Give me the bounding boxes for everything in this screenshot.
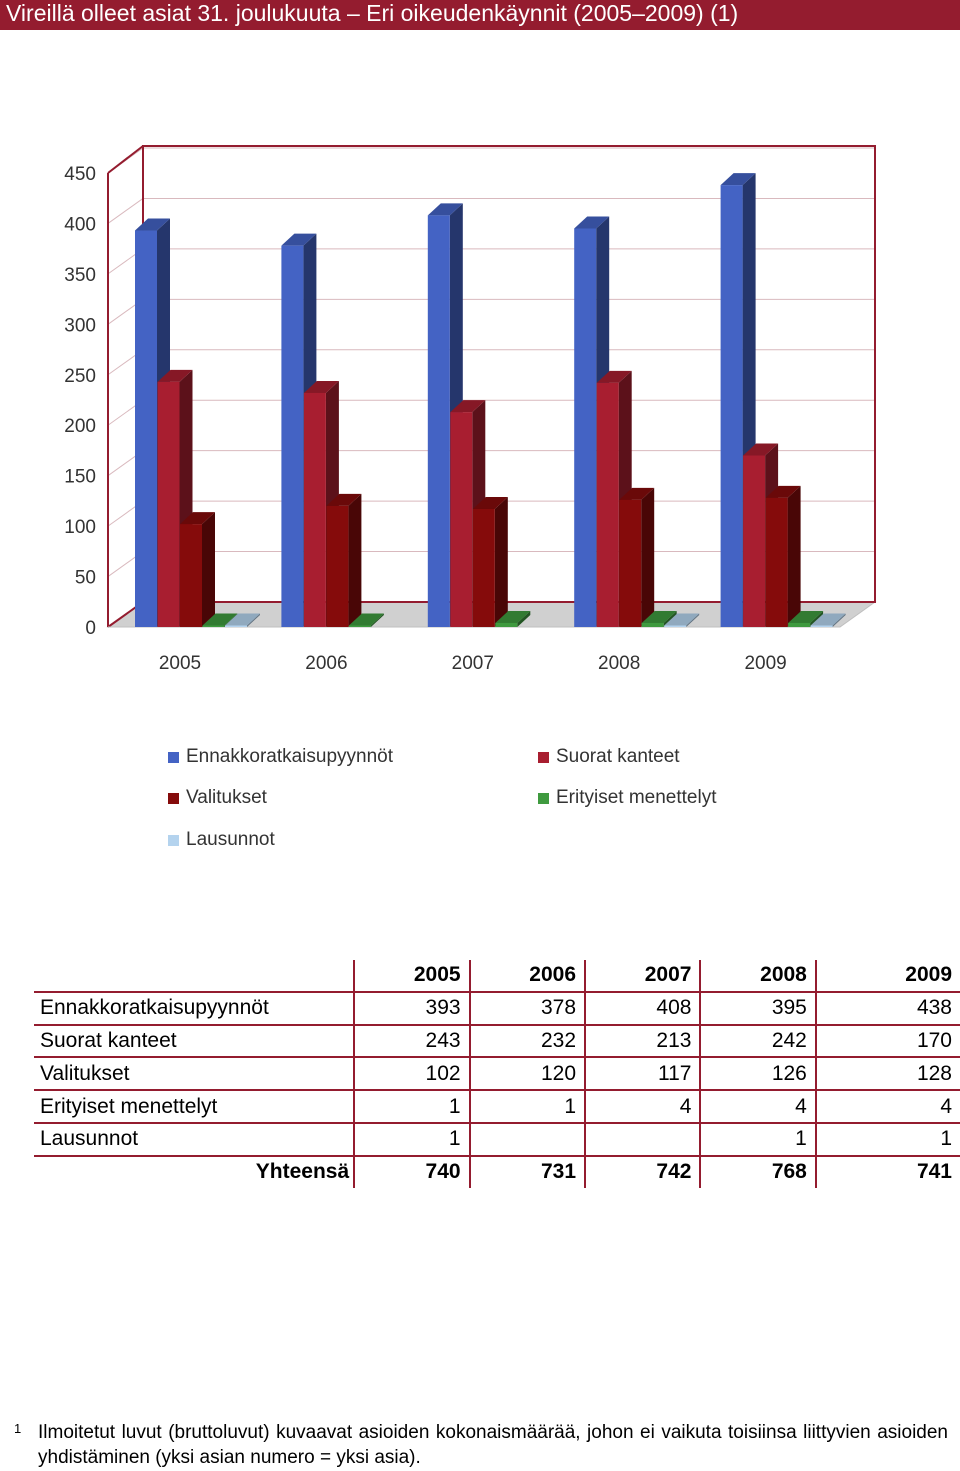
page-title: Vireillä olleet asiat 31. joulukuuta – Eri oikeudenkäynnit (2005–2009) (1) [0, 0, 960, 30]
data-table [34, 960, 960, 1188]
gridline-side [108, 198, 143, 223]
table-cell: 213 [585, 1025, 700, 1058]
row-label: Suorat kanteet [34, 1025, 354, 1058]
table-cell: 128 [816, 1057, 960, 1090]
table-row [34, 1057, 960, 1090]
table-cell: 1 [354, 1090, 469, 1123]
legend-swatch [168, 752, 179, 763]
legend-label: Suorat kanteet [556, 746, 680, 767]
legend-item-lausunnot [168, 829, 275, 851]
column-header: 2009 [816, 960, 960, 992]
table-cell [470, 1123, 585, 1156]
legend-item-ennakkoratkaisupyynnot [168, 746, 393, 768]
bar [428, 215, 450, 627]
bar [450, 412, 472, 627]
table-corner [34, 960, 354, 992]
table-row [34, 1025, 960, 1058]
total-cell: 742 [585, 1156, 700, 1188]
bar [180, 524, 202, 627]
table-cell: 170 [816, 1025, 960, 1058]
table-cell: 1 [700, 1123, 815, 1156]
y-tick-label: 200 [64, 416, 96, 438]
table-cell: 243 [354, 1025, 469, 1058]
bar [766, 498, 788, 627]
footnote [14, 1420, 948, 1470]
table-cell: 242 [700, 1025, 815, 1058]
bar-side [495, 497, 508, 627]
bar [304, 393, 326, 627]
y-tick-label: 300 [64, 315, 96, 337]
bar [743, 455, 765, 627]
column-header: 2008 [700, 960, 815, 992]
legend-item-valitukset [168, 787, 267, 809]
table-cell: 1 [816, 1123, 960, 1156]
legend-item-suorat-kanteet [538, 746, 680, 768]
total-cell: 741 [816, 1156, 960, 1188]
y-tick-label: 150 [64, 466, 96, 488]
table-cell: 395 [700, 992, 815, 1025]
bar [788, 623, 810, 627]
table-row [34, 992, 960, 1025]
bar [495, 623, 517, 627]
side-wall-edge [108, 146, 143, 173]
bar [642, 623, 664, 627]
table-cell [585, 1123, 700, 1156]
x-tick-label: 2008 [598, 653, 641, 674]
table-cell: 408 [585, 992, 700, 1025]
bar [135, 231, 157, 627]
legend-swatch [168, 793, 179, 804]
table-cell: 1 [470, 1090, 585, 1123]
column-header: 2007 [585, 960, 700, 992]
bar [619, 500, 641, 627]
table-cell: 126 [700, 1057, 815, 1090]
table-cell: 4 [585, 1090, 700, 1123]
bar-side [348, 494, 361, 627]
x-tick-label: 2009 [744, 653, 787, 674]
row-label: Ennakkoratkaisupyynnöt [34, 992, 354, 1025]
legend-label: Lausunnot [186, 829, 275, 850]
total-label: Yhteensä [255, 1160, 350, 1184]
table-cell: 438 [816, 992, 960, 1025]
row-label: Erityiset menettelyt [34, 1090, 354, 1123]
table-cell: 102 [354, 1057, 469, 1090]
y-tick-label: 0 [85, 618, 96, 639]
legend-label: Erityiset menettelyt [556, 787, 717, 808]
y-tick-label: 100 [64, 517, 96, 539]
table-cell: 4 [700, 1090, 815, 1123]
bar [597, 383, 619, 627]
table-total-row [34, 1156, 960, 1188]
bar [281, 246, 303, 627]
table-cell: 393 [354, 992, 469, 1025]
table-cell: 4 [816, 1090, 960, 1123]
x-tick-label: 2007 [451, 653, 494, 674]
bar-side [641, 488, 654, 627]
bar [473, 509, 495, 627]
bar [349, 626, 371, 628]
legend-swatch [538, 793, 549, 804]
bar-side [202, 512, 215, 627]
table-header-row [34, 960, 960, 992]
bar [811, 626, 833, 628]
legend-swatch [168, 835, 179, 846]
y-tick-label: 350 [64, 264, 96, 286]
total-cell: 731 [470, 1156, 585, 1188]
bar [203, 626, 225, 628]
table-row [34, 1123, 960, 1156]
bar [721, 185, 743, 627]
footnote-text: Ilmoitetut luvut (bruttoluvut) kuvaavat asioiden kokonaismäärää, johon ei vaikuta toisiinsa liittyvien asioiden yhdistäminen (yksi asian numero = yksi asia). [38, 1422, 948, 1468]
y-tick-label: 450 [64, 164, 96, 185]
legend-swatch [538, 752, 549, 763]
bar-side [788, 486, 801, 627]
legend-label: Ennakkoratkaisupyynnöt [186, 746, 394, 767]
table-cell: 1 [354, 1123, 469, 1156]
bar-chart [0, 130, 960, 690]
y-tick-label: 400 [64, 214, 96, 236]
bar [326, 506, 348, 627]
row-label: Lausunnot [34, 1123, 354, 1156]
legend-item-erityiset-menettelyt [538, 787, 717, 809]
bar [158, 382, 180, 627]
legend-label: Valitukset [186, 787, 267, 808]
total-cell: 740 [354, 1156, 469, 1188]
total-cell: 768 [700, 1156, 815, 1188]
column-header: 2005 [354, 960, 469, 992]
table-row [34, 1090, 960, 1123]
x-tick-label: 2006 [305, 653, 348, 674]
y-tick-label: 50 [74, 567, 96, 589]
y-tick-label: 250 [64, 365, 96, 387]
table-cell: 120 [470, 1057, 585, 1090]
table-cell: 117 [585, 1057, 700, 1090]
x-tick-label: 2005 [158, 653, 202, 674]
bar [574, 228, 596, 627]
bar [225, 626, 247, 628]
table-cell: 232 [470, 1025, 585, 1058]
bar [664, 626, 686, 628]
table-cell: 378 [470, 992, 585, 1025]
row-label: Valitukset [34, 1057, 354, 1090]
column-header: 2006 [470, 960, 585, 992]
footnote-marker: 1 [14, 1421, 22, 1436]
chart-legend [168, 746, 868, 856]
